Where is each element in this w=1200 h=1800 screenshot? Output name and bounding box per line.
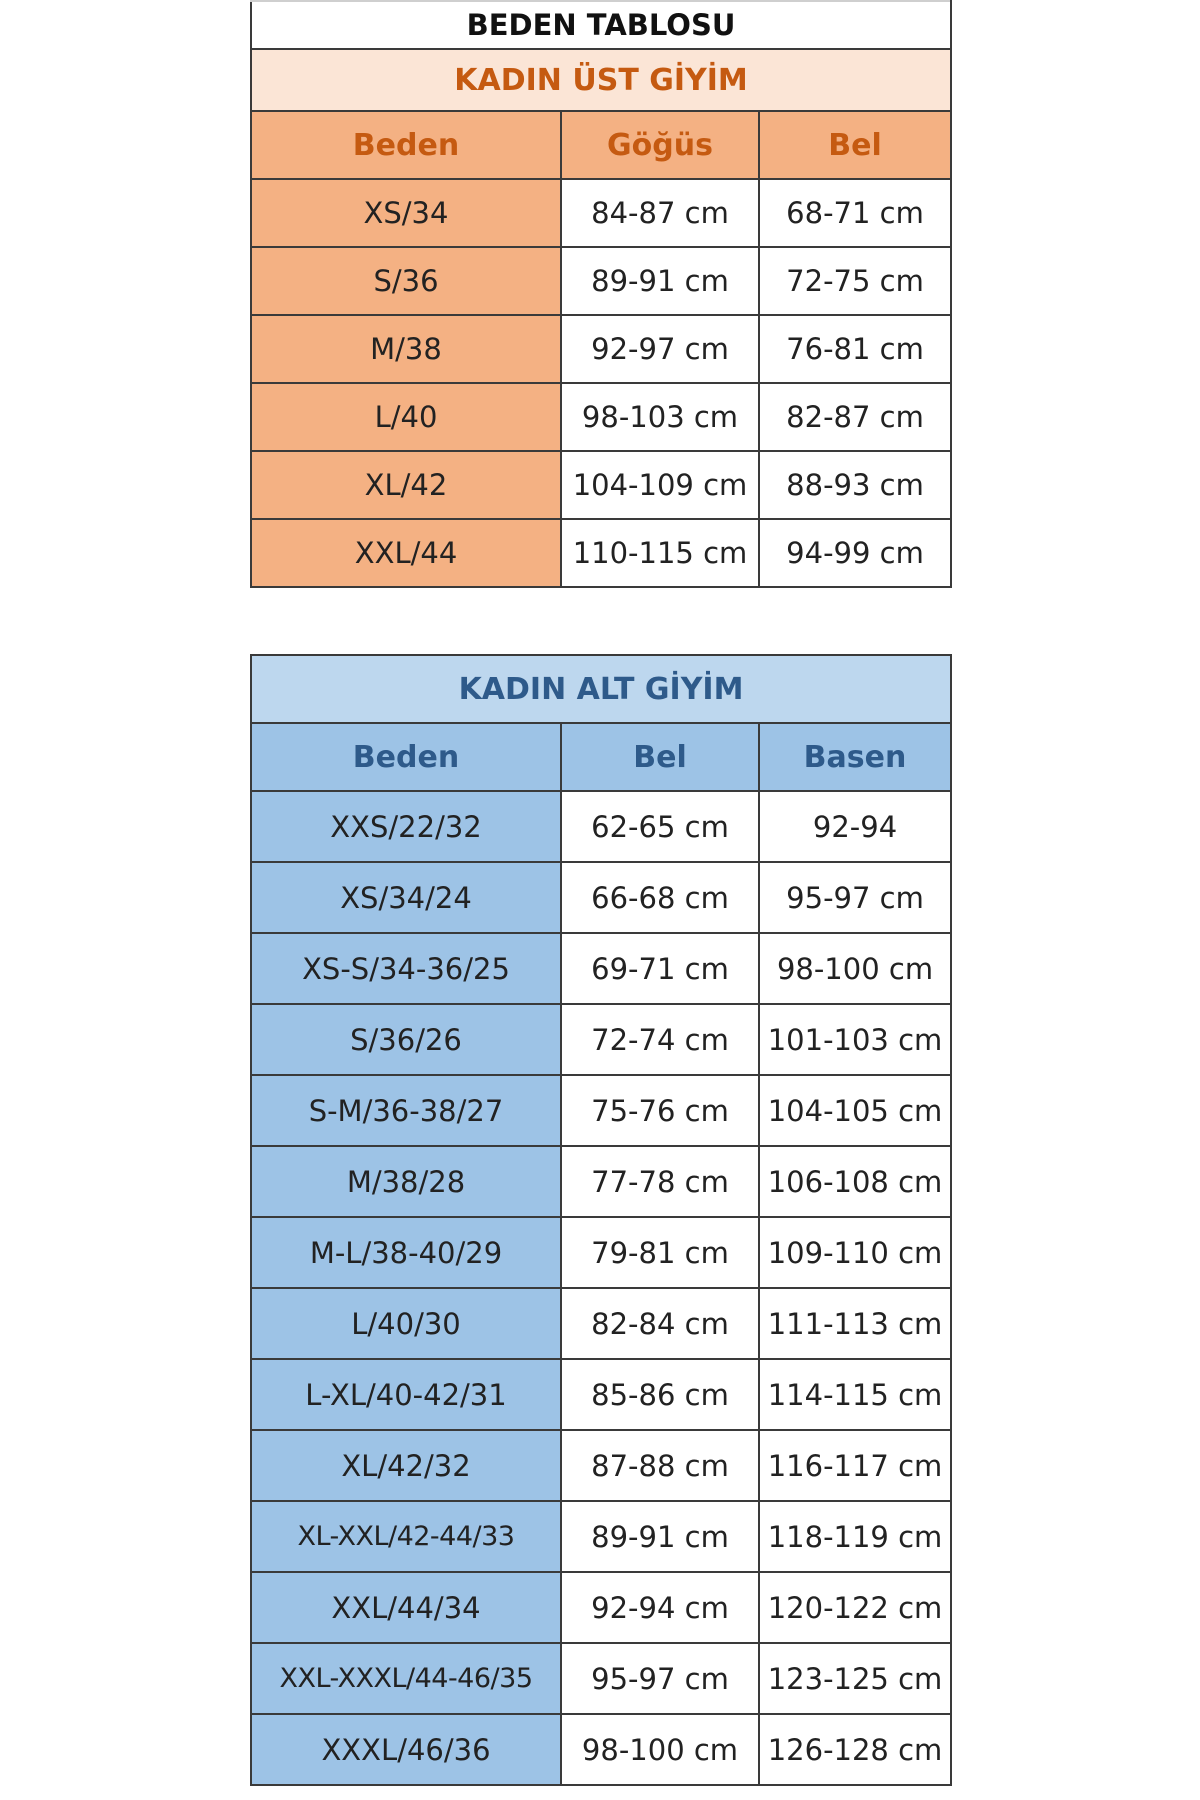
upper-header-chest: Göğüs xyxy=(561,111,759,179)
hip-cell: 95-97 cm xyxy=(759,862,951,933)
waist-cell: 89-91 cm xyxy=(561,1501,759,1572)
table-row xyxy=(251,862,951,933)
table-row xyxy=(251,1501,951,1572)
hip-cell: 111-113 cm xyxy=(759,1288,951,1359)
waist-cell: 76-81 cm xyxy=(759,315,951,383)
table-row xyxy=(251,451,951,519)
hip-cell: 114-115 cm xyxy=(759,1359,951,1430)
size-cell: XXS/22/32 xyxy=(251,791,561,862)
waist-cell: 92-94 cm xyxy=(561,1572,759,1643)
chart-title-row xyxy=(251,1,951,49)
chest-cell: 104-109 cm xyxy=(561,451,759,519)
waist-cell: 79-81 cm xyxy=(561,1217,759,1288)
table-row xyxy=(251,519,951,587)
chest-cell: 110-115 cm xyxy=(561,519,759,587)
size-chart xyxy=(250,0,950,1786)
size-cell: XL-XXL/42-44/33 xyxy=(251,1501,561,1572)
table-row xyxy=(251,1643,951,1714)
size-cell: M/38/28 xyxy=(251,1146,561,1217)
size-cell: L-XL/40-42/31 xyxy=(251,1359,561,1430)
table-row xyxy=(251,1430,951,1501)
size-cell: M/38 xyxy=(251,315,561,383)
chest-cell: 89-91 cm xyxy=(561,247,759,315)
hip-cell: 118-119 cm xyxy=(759,1501,951,1572)
waist-cell: 85-86 cm xyxy=(561,1359,759,1430)
chart-title: BEDEN TABLOSU xyxy=(251,1,951,49)
waist-cell: 77-78 cm xyxy=(561,1146,759,1217)
size-cell: M-L/38-40/29 xyxy=(251,1217,561,1288)
size-cell: XXL-XXXL/44-46/35 xyxy=(251,1643,561,1714)
size-cell: XXL/44 xyxy=(251,519,561,587)
chest-cell: 84-87 cm xyxy=(561,179,759,247)
size-cell: XS/34 xyxy=(251,179,561,247)
size-cell: L/40/30 xyxy=(251,1288,561,1359)
waist-cell: 94-99 cm xyxy=(759,519,951,587)
table-row xyxy=(251,1572,951,1643)
waist-cell: 88-93 cm xyxy=(759,451,951,519)
table-row xyxy=(251,1075,951,1146)
size-cell: XS-S/34-36/25 xyxy=(251,933,561,1004)
waist-cell: 95-97 cm xyxy=(561,1643,759,1714)
hip-cell: 101-103 cm xyxy=(759,1004,951,1075)
section-spacer xyxy=(251,587,951,655)
upper-section-title: KADIN ÜST GİYİM xyxy=(251,49,951,111)
lower-section-title: KADIN ALT GİYİM xyxy=(251,655,951,723)
table-row xyxy=(251,1146,951,1217)
size-cell: XXL/44/34 xyxy=(251,1572,561,1643)
table-row xyxy=(251,1359,951,1430)
size-cell: XS/34/24 xyxy=(251,862,561,933)
size-cell: XXXL/46/36 xyxy=(251,1714,561,1785)
waist-cell: 68-71 cm xyxy=(759,179,951,247)
waist-cell: 72-74 cm xyxy=(561,1004,759,1075)
upper-header-size: Beden xyxy=(251,111,561,179)
hip-cell: 120-122 cm xyxy=(759,1572,951,1643)
spacer-cell xyxy=(251,587,951,655)
waist-cell: 98-100 cm xyxy=(561,1714,759,1785)
table-row xyxy=(251,383,951,451)
table-row xyxy=(251,1714,951,1785)
hip-cell: 116-117 cm xyxy=(759,1430,951,1501)
size-cell: XL/42 xyxy=(251,451,561,519)
chest-cell: 92-97 cm xyxy=(561,315,759,383)
waist-cell: 66-68 cm xyxy=(561,862,759,933)
waist-cell: 82-87 cm xyxy=(759,383,951,451)
size-table xyxy=(250,0,952,1786)
table-row xyxy=(251,1004,951,1075)
table-row xyxy=(251,179,951,247)
table-row xyxy=(251,791,951,862)
size-cell: XL/42/32 xyxy=(251,1430,561,1501)
table-row xyxy=(251,933,951,1004)
size-cell: S/36/26 xyxy=(251,1004,561,1075)
waist-cell: 87-88 cm xyxy=(561,1430,759,1501)
upper-header-row xyxy=(251,111,951,179)
upper-section-title-row xyxy=(251,49,951,111)
waist-cell: 72-75 cm xyxy=(759,247,951,315)
hip-cell: 109-110 cm xyxy=(759,1217,951,1288)
size-cell: S/36 xyxy=(251,247,561,315)
table-row xyxy=(251,1288,951,1359)
table-row xyxy=(251,1217,951,1288)
size-cell: L/40 xyxy=(251,383,561,451)
waist-cell: 62-65 cm xyxy=(561,791,759,862)
hip-cell: 123-125 cm xyxy=(759,1643,951,1714)
hip-cell: 126-128 cm xyxy=(759,1714,951,1785)
waist-cell: 69-71 cm xyxy=(561,933,759,1004)
lower-section-title-row xyxy=(251,655,951,723)
hip-cell: 104-105 cm xyxy=(759,1075,951,1146)
lower-header-size: Beden xyxy=(251,723,561,791)
table-row xyxy=(251,315,951,383)
hip-cell: 106-108 cm xyxy=(759,1146,951,1217)
table-row xyxy=(251,247,951,315)
lower-header-waist: Bel xyxy=(561,723,759,791)
chest-cell: 98-103 cm xyxy=(561,383,759,451)
hip-cell: 92-94 xyxy=(759,791,951,862)
hip-cell: 98-100 cm xyxy=(759,933,951,1004)
lower-header-row xyxy=(251,723,951,791)
size-cell: S-M/36-38/27 xyxy=(251,1075,561,1146)
waist-cell: 75-76 cm xyxy=(561,1075,759,1146)
upper-header-waist: Bel xyxy=(759,111,951,179)
lower-header-hip: Basen xyxy=(759,723,951,791)
waist-cell: 82-84 cm xyxy=(561,1288,759,1359)
